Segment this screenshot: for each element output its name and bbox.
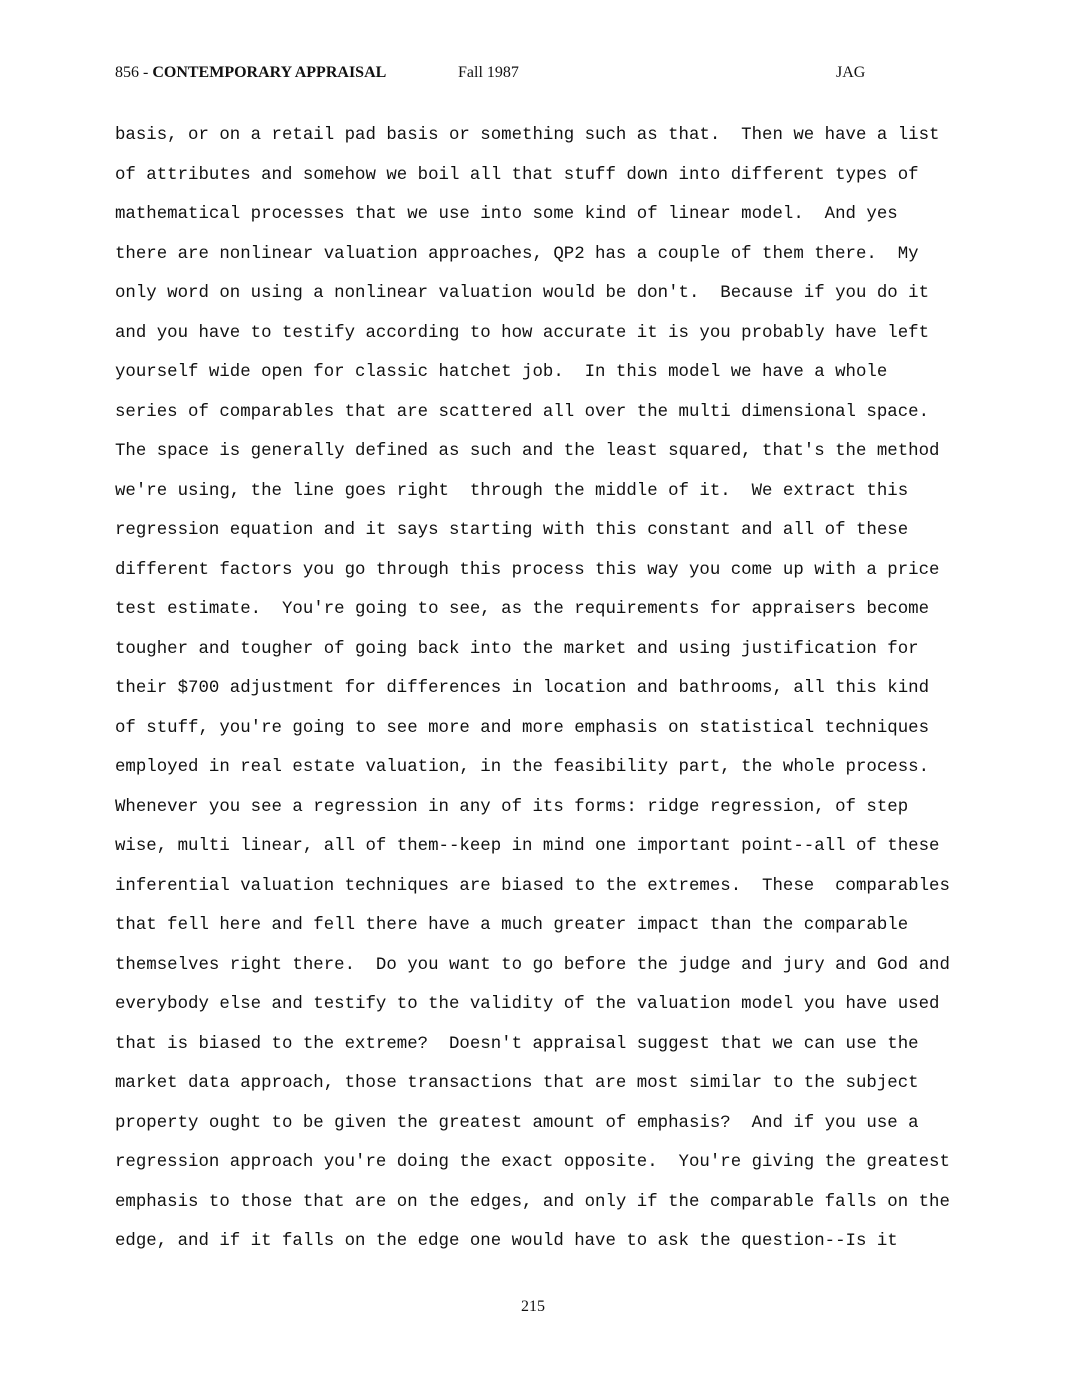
text-line: emphasis to those that are on the edges, and only if the comparable falls on the	[115, 1192, 950, 1212]
text-line: we're using, the line goes right through the middle of it. We extract this	[115, 481, 909, 501]
text-line: that is biased to the extreme? Doesn't appraisal suggest that we can use the	[115, 1034, 919, 1054]
text-line: different factors you go through this process this way you come up with a price	[115, 560, 940, 580]
text-line: employed in real estate valuation, in the feasibility part, the whole process.	[115, 758, 930, 777]
text-line: inferential valuation techniques are biased to the extremes. These comparables	[115, 876, 950, 896]
term-label: Fall 1987	[458, 64, 519, 81]
text-line: The space is generally defined as such and the least squared, that's the method	[115, 442, 940, 461]
text-line: test estimate. You're going to see, as the requirements for appraisers become	[115, 600, 930, 619]
text-line: their $700 adjustment for differences in location and bathrooms, all this kind	[115, 679, 930, 698]
text-line: of stuff, you're going to see more and more emphasis on statistical techniques	[115, 718, 930, 738]
transcript-body	[115, 116, 995, 1262]
text-line: Whenever you see a regression in any of its forms: ridge regression, of step	[115, 797, 909, 817]
text-line: that fell here and fell there have a much greater impact than the comparable	[115, 916, 909, 935]
text-line: regression equation and it says starting with this constant and all of these	[115, 521, 909, 540]
text-line: there are nonlinear valuation approaches, QP2 has a couple of them there. My	[115, 244, 919, 264]
text-line: everybody else and testify to the validity of the valuation model you have used	[115, 995, 940, 1014]
text-line: themselves right there. Do you want to go before the judge and jury and God and	[115, 955, 950, 975]
text-line: of attributes and somehow we boil all that stuff down into different types of	[115, 165, 919, 185]
course-title: CONTEMPORARY APPRAISAL	[152, 64, 387, 81]
text-line: yourself wide open for classic hatchet job. In this model we have a whole	[115, 363, 888, 382]
text-line: market data approach, those transactions that are most similar to the subject	[115, 1074, 919, 1093]
text-line: wise, multi linear, all of them--keep in mind one important point--all of these	[115, 837, 940, 856]
text-line: only word on using a nonlinear valuation would be don't. Because if you do it	[115, 284, 930, 303]
text-line: and you have to testify according to how accurate it is you probably have left	[115, 323, 930, 343]
course-heading	[115, 62, 386, 84]
page-header	[0, 62, 1066, 86]
text-line: regression approach you're doing the exact opposite. You're giving the greatest	[115, 1153, 950, 1172]
text-line: series of comparables that are scattered all over the multi dimensional space.	[115, 402, 930, 422]
text-line: tougher and tougher of going back into the market and using justification for	[115, 639, 919, 659]
text-line: property ought to be given the greatest amount of emphasis? And if you use a	[115, 1113, 919, 1133]
text-line: basis, or on a retail pad basis or something such as that. Then we have a list	[115, 126, 940, 145]
author-initials: JAG	[836, 64, 866, 81]
text-line: mathematical processes that we use into some kind of linear model. And yes	[115, 205, 898, 224]
text-line: edge, and if it falls on the edge one would have to ask the question--Is it	[115, 1232, 898, 1251]
page-number: 215	[521, 1298, 545, 1315]
course-number: 856 -	[115, 64, 153, 81]
